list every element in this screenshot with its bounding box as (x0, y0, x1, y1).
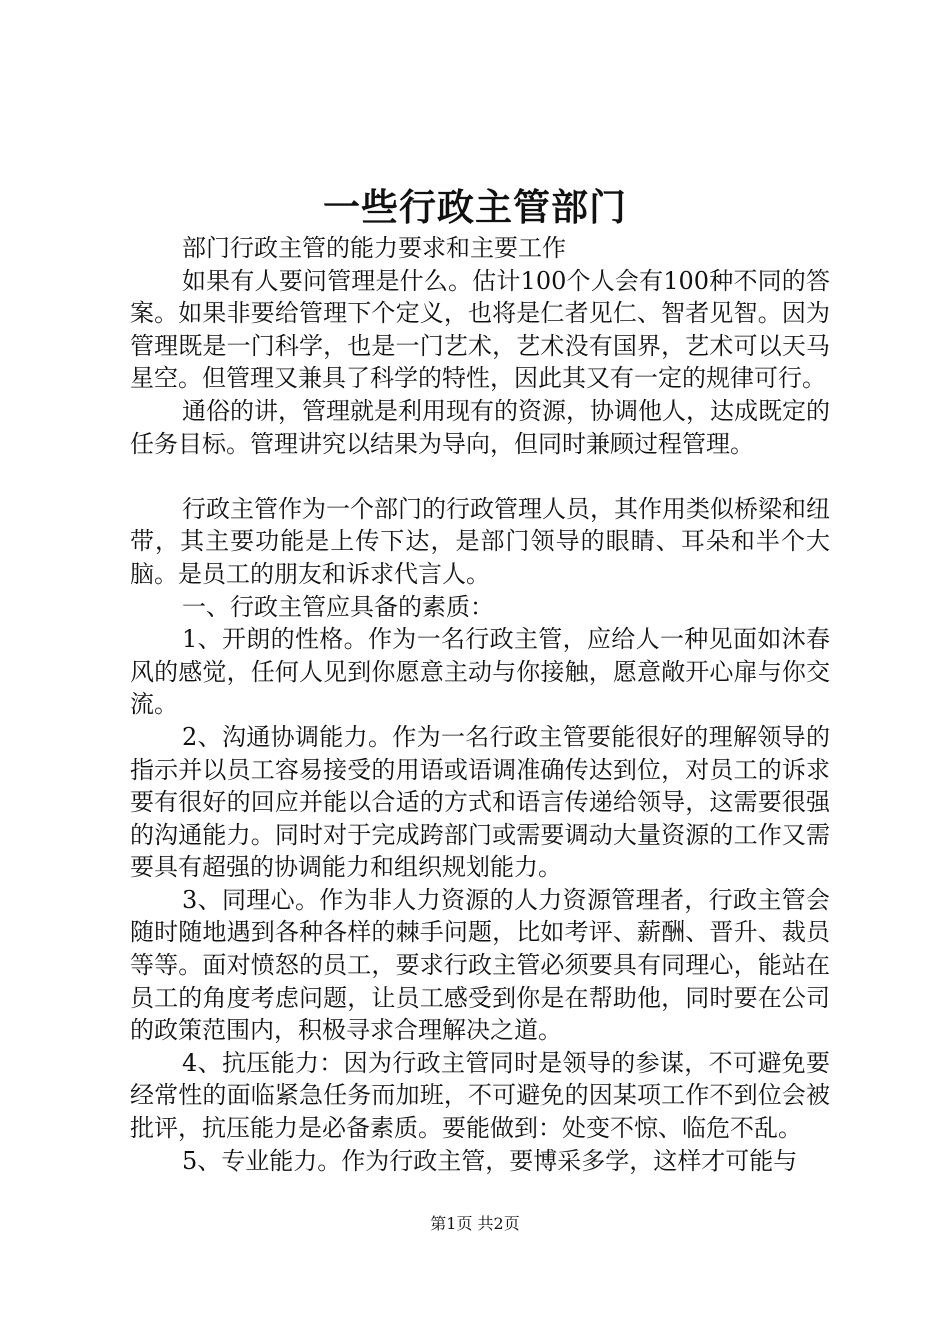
list-item: 3、同理心。作为非人力资源的人力资源管理者，行政主管会随时随地遇到各种各样的棘手问题，比如考评、薪酬、晋升、裁员等等。面对愤怒的员工，要求行政主管必须要具有同理心，能站在员工的角度考虑问题，让员工感受到你是在帮助他，同时要在公司的政策范围内，积极寻求合理解决之道。 (130, 885, 830, 1045)
list-item: 2、沟通协调能力。作为一名行政主管要能很好的理解领导的指示并以员工容易接受的用语或语调准确传达到位，对员工的诉求要有很好的回应并能以合适的方式和语言传递给领导，这需要很强的沟通能力。同时对于完成跨部门或需要调动大量资源的工作又需要具有超强的协调能力和组织规划能力。 (130, 722, 830, 882)
list-item: 1、开朗的性格。作为一名行政主管，应给人一种见面如沐春风的感觉，任何人见到你愿意主动与你接触，愿意敞开心扉与你交流。 (130, 625, 830, 719)
list-item: 4、抗压能力：因为行政主管同时是领导的参谋，不可避免要经常性的面临紧急任务而加班，不可避免的因某项工作不到位会被批评，抗压能力是必备素质。要能做到：处变不惊、临危不乱。 (130, 1048, 830, 1143)
paragraph-spacer (130, 460, 830, 493)
page-number-footer: 第1页 共2页 (430, 1214, 520, 1233)
section-heading: 一、行政主管应具备的素质： (182, 592, 494, 621)
subtitle-paragraph: 部门行政主管的能力要求和主要工作 (182, 234, 566, 262)
document-body (130, 232, 830, 1177)
body-paragraph: 如果有人要问管理是什么。估计100个人会有100种不同的答案。如果非要给管理下个定义，也将是仁者见仁、智者见智。因为管理既是一门科学，也是一门艺术，艺术没有国界，艺术可以天马星空。但管理又兼具了科学的特性，因此其又有一定的规律可行。 (130, 266, 830, 393)
body-paragraph: 行政主管作为一个部门的行政管理人员，其作用类似桥梁和纽带，其主要功能是上传下达，是部门领导的眼睛、耳朵和半个大脑。是员工的朋友和诉求代言人。 (130, 494, 830, 588)
document-title: 一些行政主管部门 (323, 185, 627, 229)
body-paragraph: 通俗的讲，管理就是利用现有的资源，协调他人，达成既定的任务目标。管理讲究以结果为导向，但同时兼顾过程管理。 (130, 396, 830, 458)
list-item: 5、专业能力。作为行政主管，要博采多学，这样才可能与 (182, 1146, 798, 1175)
